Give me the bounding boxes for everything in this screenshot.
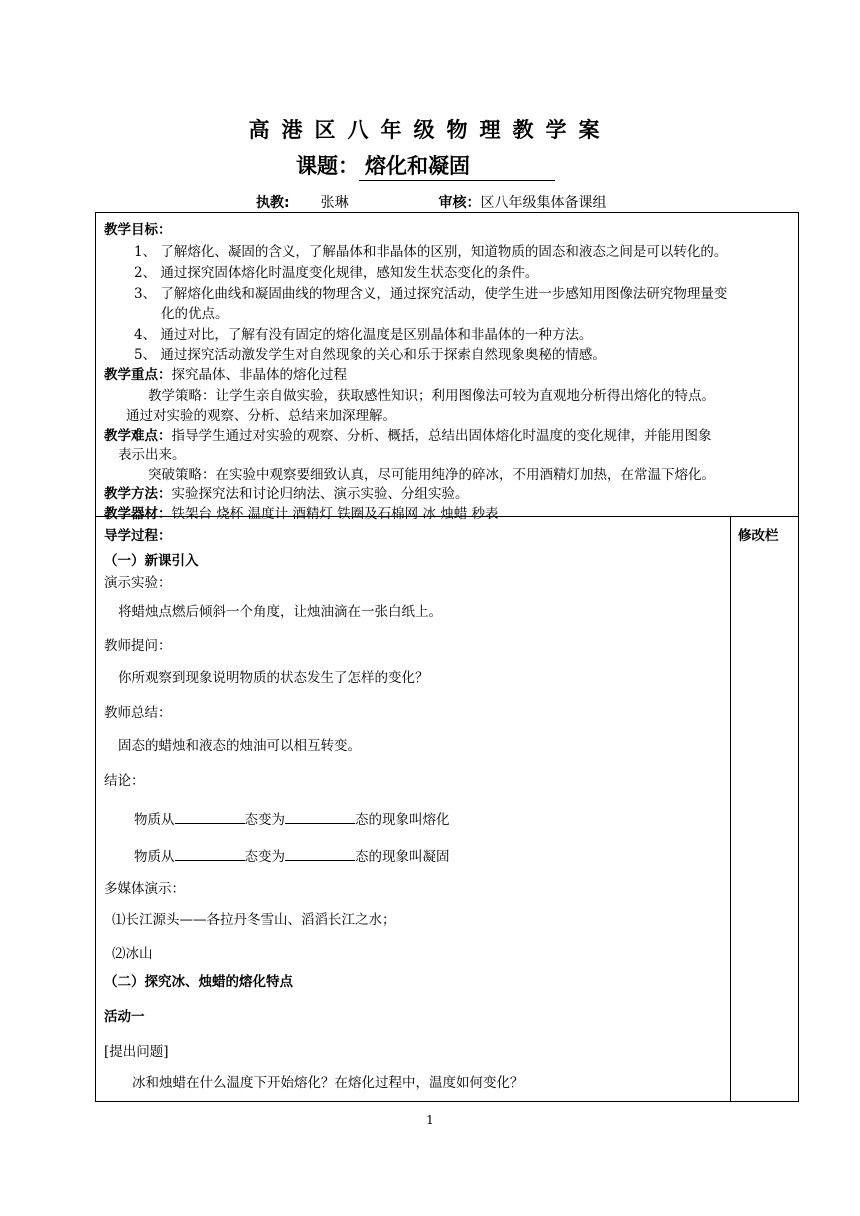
lesson-subject (296, 150, 555, 181)
media-item: ⑴长江源头——各拉丹冬雪山、滔滔长江之水； (112, 912, 396, 928)
methods-label: 教学方法： (104, 486, 172, 502)
methods (104, 485, 469, 503)
document-title: 高港区八年级物理教学案 (248, 118, 612, 142)
difficulties-strategy: 突破策略：在实验中观察要细致认真，尽可能用纯净的碎冰，不用酒精灯加热，在常温下熔化。 (148, 467, 715, 483)
demo-label: 演示实验： (104, 575, 172, 591)
fill-text: 物质从 (134, 849, 175, 865)
revision-column-heading: 修改栏 (738, 528, 779, 544)
teacher-value: 张琳 (290, 192, 380, 213)
fill-text: 态变为 (244, 812, 285, 828)
question-text: 你所观察到现象说明物质的状态发生了怎样的变化？ (118, 670, 429, 686)
demo-text: 将蜡烛点燃后倾斜一个角度，让烛油滴在一张白纸上。 (118, 604, 442, 620)
fill-blank-melting (134, 811, 450, 829)
fill-blank[interactable] (285, 811, 355, 824)
media-label: 多媒体演示： (104, 881, 185, 897)
difficulties (104, 427, 712, 445)
summary-text: 固态的蜡烛和液态的烛油可以相互转变。 (118, 738, 361, 754)
page-number: 1 (426, 1113, 434, 1127)
objective-item: 2、 通过探究固体熔化时温度变化规律，感知发生状态变化的条件。 (134, 265, 539, 281)
fill-text: 态的现象叫凝固 (355, 849, 450, 865)
equipment-text: 铁架台 烧杯 温度计 酒精灯 铁圈及石棉网 冰 烛蜡 秒表 (171, 506, 499, 522)
objectives-table (95, 212, 799, 522)
teacher-label: 执教: (256, 195, 290, 211)
byline (256, 192, 607, 213)
ask-label: [提出问题] (104, 1044, 169, 1060)
objectives-heading: 教学目标： (104, 222, 172, 238)
equipment-label: 教学器材： (104, 506, 172, 522)
difficulties-text-cont: 表示出来。 (118, 447, 186, 463)
column-divider (730, 517, 731, 1101)
key-points-label: 教学重点： (104, 367, 172, 383)
activity-heading: 活动一 (104, 1009, 145, 1025)
fill-text: 物质从 (134, 812, 175, 828)
objective-item: 4、 通过对比，了解有没有固定的熔化温度是区别晶体和非晶体的一种方法。 (134, 327, 593, 343)
key-points (104, 366, 347, 384)
objective-item: 5、 通过探究活动激发学生对自然现象的关心和乐于探索自然现象奥秘的情感。 (134, 347, 606, 363)
methods-text: 实验探究法和讨论归纳法、演示实验、分组实验。 (171, 486, 469, 502)
media-item: ⑵冰山 (112, 946, 153, 962)
conclusion-label: 结论： (104, 773, 145, 789)
subject-value: 熔化和凝固 (359, 150, 555, 181)
fill-blank[interactable] (285, 848, 355, 861)
process-heading: 导学过程： (104, 528, 172, 544)
objective-item: 3、 了解熔化曲线和凝固曲线的物理含义，通过探究活动，使学生进一步感知用图像法研究物理量变 (134, 286, 728, 302)
key-points-strategy-cont: 通过对实验的观察、分析、总结来加深理解。 (126, 408, 396, 424)
subject-label: 课题： (296, 154, 359, 178)
fill-blank[interactable] (175, 811, 245, 824)
objective-item: 1、 了解熔化、凝固的含义，了解晶体和非晶体的区别，知道物质的固态和液态之间是可以转化的。 (134, 244, 728, 260)
summary-label: 教师总结： (104, 705, 172, 721)
fill-blank-solidification (134, 848, 450, 866)
key-points-text: 探究晶体、非晶体的熔化过程 (171, 367, 347, 383)
section-explore-heading: （二）探究冰、烛蜡的熔化特点 (104, 974, 293, 990)
key-points-strategy: 教学策略：让学生亲自做实验，获取感性知识；利用图像法可较为直观地分析得出熔化的特点。 (148, 388, 715, 404)
fill-blank[interactable] (175, 848, 245, 861)
section-intro-heading: （一）新课引入 (104, 553, 199, 569)
reviewer-label: 审核： (438, 195, 481, 211)
difficulties-label: 教学难点： (104, 428, 172, 444)
fill-text: 态的现象叫熔化 (355, 812, 450, 828)
fill-text: 态变为 (244, 849, 285, 865)
reviewer-value: 区八年级集体备课组 (481, 192, 607, 213)
process-table (95, 517, 799, 1102)
ask-text: 冰和烛蜡在什么温度下开始熔化？在熔化过程中，温度如何变化？ (132, 1075, 524, 1091)
difficulties-text: 指导学生通过对实验的观察、分析、概括，总结出固体熔化时温度的变化规律，并能用图象 (171, 428, 712, 444)
question-label: 教师提问： (104, 638, 172, 654)
objective-item: 化的优点。 (161, 306, 229, 322)
